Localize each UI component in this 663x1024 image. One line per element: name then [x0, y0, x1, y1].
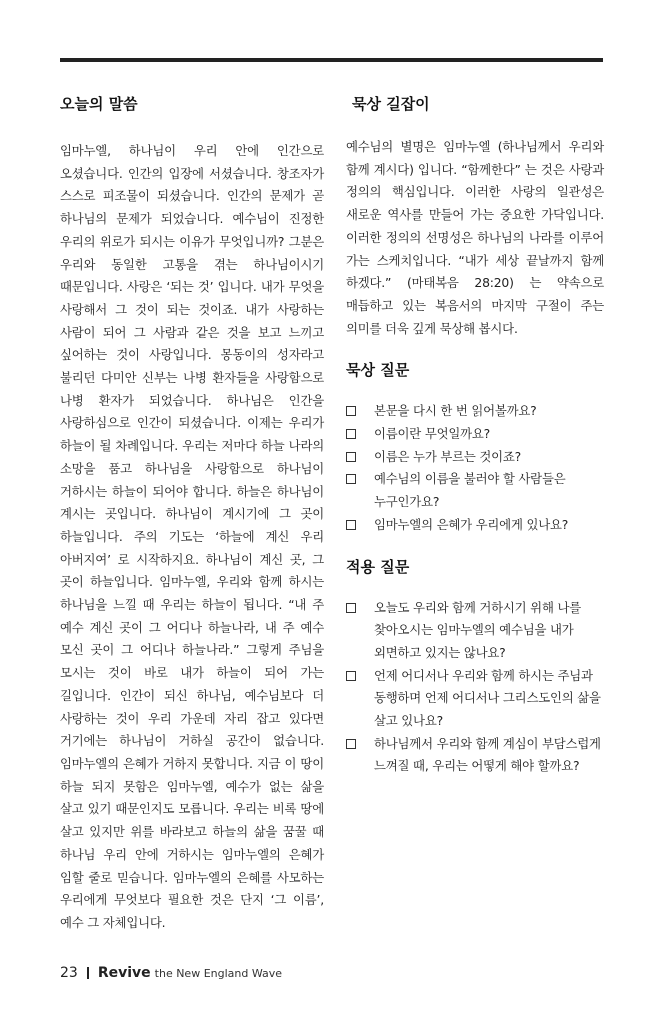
- meditation-questions-title: 묵상 질문: [346, 361, 410, 380]
- meditation-column: [346, 92, 604, 778]
- meditation-question-list: [346, 400, 604, 536]
- meditation-question: 이름이란 무엇일까요?: [346, 423, 604, 446]
- checkbox-icon[interactable]: [346, 429, 356, 439]
- checkbox-icon[interactable]: [346, 739, 356, 749]
- page-footer: [60, 964, 282, 982]
- checkbox-icon[interactable]: [346, 603, 356, 613]
- application-question: 언제 어디서나 우리와 함께 하시는 주님과 동행하며 언제 어디서나 그리스도인의 삶을 살고 있나요?: [346, 665, 604, 733]
- meditation-guide-body: 예수님의 별명은 임마누엘 (하나님께서 우리와 함께 계시다) 입니다. “함께한다” 는 것은 사랑과 정의의 핵심입니다. 이러한 사랑의 일관성은 새로운 역사를 만들어 가는 중요한 가닥입니다. 이러한 정의의 선명성은 하나님의 나라를 이루어 가는 스케치입니다. “내가 세상 끝날까지 함께 하겠다.” (마태복음 28:20) 는 약속으로 매듭하고 있는 복음서의 마지막 구절이 주는 의미를 더욱 깊게 묵상해 봅시다.: [346, 139, 604, 336]
- checkbox-icon[interactable]: [346, 671, 356, 681]
- application-questions-title: 적용 질문: [346, 557, 410, 576]
- meditation-guide-title: 묵상 길잡이: [352, 95, 430, 113]
- checkbox-icon[interactable]: [346, 474, 356, 484]
- page-number: 23: [60, 965, 78, 981]
- checkbox-icon[interactable]: [346, 520, 356, 530]
- checkbox-icon[interactable]: [346, 406, 356, 416]
- brand-tagline: the New England Wave: [154, 966, 283, 980]
- meditation-question: 예수님의 이름을 불러야 할 사람들은 누구인가요?: [346, 468, 604, 513]
- todays-word-title: 오늘의 말씀: [60, 95, 138, 113]
- todays-word-column: [60, 92, 324, 935]
- application-question-list: [346, 597, 604, 779]
- top-divider: [60, 58, 603, 62]
- meditation-question: 임마누엘의 은혜가 우리에게 있나요?: [346, 514, 604, 537]
- meditation-question: 이름은 누가 부르는 것이죠?: [346, 446, 604, 469]
- brand-name: Revive: [97, 965, 151, 981]
- checkbox-icon[interactable]: [346, 452, 356, 462]
- application-question: 하나님께서 우리와 함께 계심이 부담스럽게 느껴질 때, 우리는 어떻게 해야 할까요?: [346, 733, 604, 778]
- application-question: 오늘도 우리와 함께 거하시기 위해 나를 찾아오시는 임마누엘의 예수님을 내가 외면하고 있지는 않나요?: [346, 597, 604, 665]
- todays-word-body: 임마누엘, 하나님이 우리 안에 인간으로 오셨습니다. 인간의 입장에 서셨습니다. 창조자가 스스로 피조물이 되셨습니다. 인간의 문제가 곧 하나님의 문제가 되었습니다. 예수님이 진정한 우리의 위로가 되시는 이유가 무엇입니까? 그분은 우리와 동일한 고통을 겪는 하나님이시기 때문입니다. 사랑은 ‘되는 것’ 입니다. 내가 무엇을 사랑해서 그 것이 되는 것이죠. 내가 사랑하는 사람이 되어 그 사람과 같은 것을 보고 느끼고 싶어하는 것이 사랑입니다. 몽동이의 성자라고 불리던 다미안 신부는 나병 환자들을 사랑함으로 나병 환자가 되었습니다. 하나님은 인간을 사랑하심으로 인간이 되셨습니다. 이제는 우리가 하늘이 될 차례입니다. 우리는 저마다 하늘 나라의 소망을 품고 하나님을 사랑함으로 하나님이 거하시는 하늘이 되어야 합니다. 하늘은 하나님이 계시는 곳입니다. 하나님이 계시기에 그 곳이 하늘입니다. 주의 기도는 ‘하늘에 계신 우리 아버지여’ 로 시작하지요. 하나님이 계신 곳, 그 곳이 하늘입니다. 임마누엘, 우리와 함께 하시는 하나님을 느낄 때 우리는 하늘이 됩니다. “내 주 예수 계신 곳이 그 어디나 하늘나라, 내 주 예수 모신 곳이 그 어디나 하늘나라.” 그렇게 주님을 모시는 것이 바로 내가 하늘이 되어 가는 길입니다. 인간이 되신 하나님, 예수님보다 더 사랑하는 것이 우리 가운데 자리 잡고 있다면 거기에는 하나님이 거하실 공간이 없습니다. 임마누엘의 은혜가 거하지 못합니다. 지금 이 땅이 하늘 되지 못함은 임마누엘, 예수가 없는 삶을 살고 있기 때문인지도 모릅니다. 우리는 비록 땅에 살고 있지만 위를 바라보고 하늘의 삶을 꿈꿀 때 하나님 우리 안에 거하시는 임마누엘의 은혜가 임할 줄로 믿습니다. 임마누엘의 은혜를 사모하는 우리에게 무엇보다 필요한 것은 단지 ‘그 이름’, 예수 그 자체입니다.: [60, 143, 324, 930]
- footer-separator: [87, 967, 89, 979]
- meditation-question: 본문을 다시 한 번 읽어볼까요?: [346, 400, 604, 423]
